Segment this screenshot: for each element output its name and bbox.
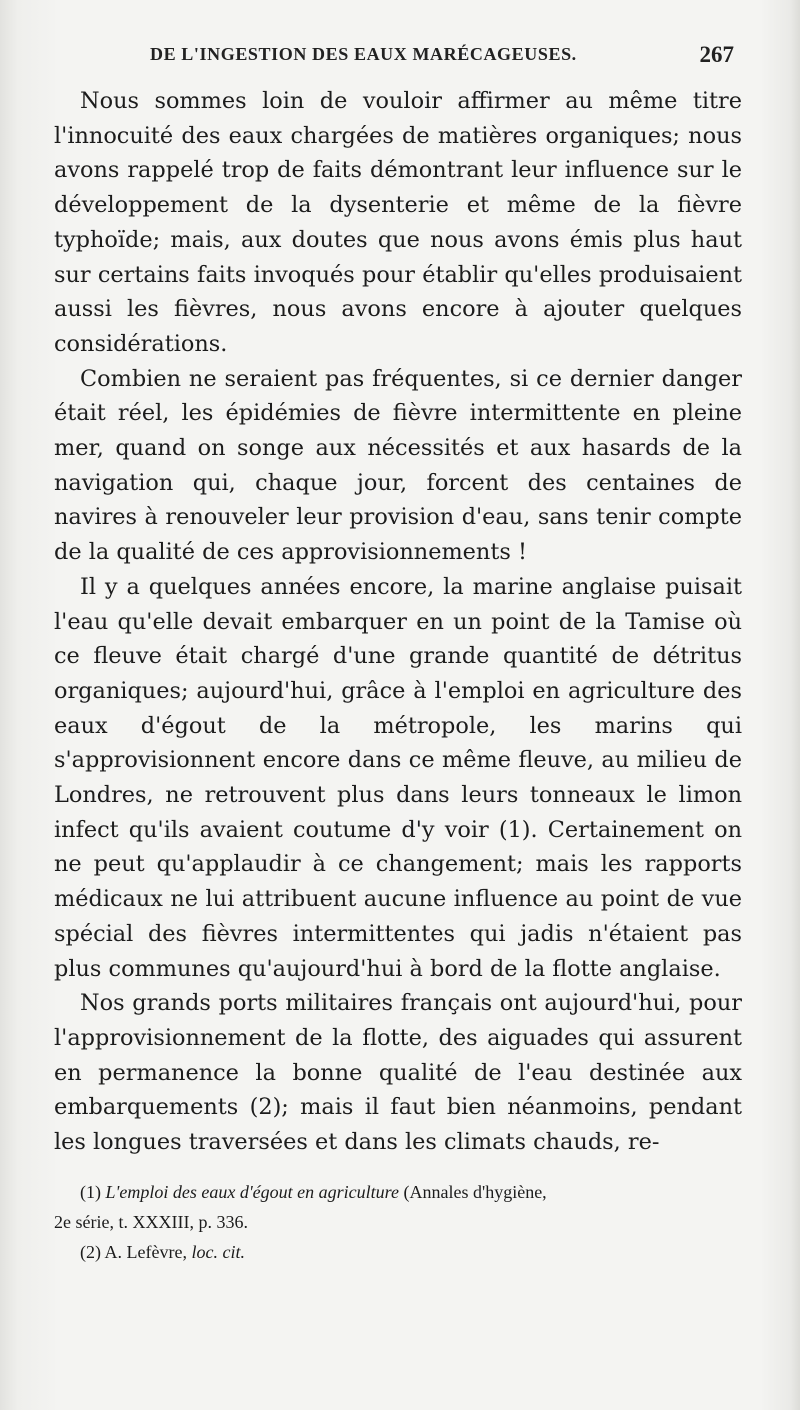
footnote-1-mark: (1) <box>80 1182 101 1202</box>
footnotes <box>54 1177 754 1267</box>
footnote-1-title: L'emploi des eaux d'égout en agriculture <box>105 1182 399 1202</box>
footnote-1-source: (Annales d'hygiène, <box>403 1182 547 1202</box>
footnote-1-continuation: 2e série, t. XXXIII, p. 336. <box>54 1212 248 1232</box>
paragraph-1: Nous sommes loin de vouloir affirmer au même titre l'innocuité des eaux chargées de matières organiques; nous avons rappelé trop de faits démontrant leur influence sur le développement de la dysenterie et même de la fièvre typhoïde; mais, aux doutes que nous avons émis plus haut sur certains faits invoqués pour établir qu'elles produisaient aussi les fièvres, nous avons encore à ajouter quelques considérations. <box>54 88 742 357</box>
footnote-2-mark: (2) <box>80 1242 101 1262</box>
paragraph-4: Nos grands ports militaires français ont aujourd'hui, pour l'approvisionnement de la flotte, des aiguades qui assurent en permanence la bonne qualité de l'eau destinée aux embarquements (2); mais il faut bien néanmoins, pendant les longues traversées et dans les climats chauds, re- <box>54 990 742 1156</box>
footnote-2 <box>54 1237 754 1267</box>
running-title: DE L'INGESTION DES EAUX MARÉCAGEUSES. <box>150 44 577 64</box>
page-number: 267 <box>699 42 734 67</box>
paragraph-2: Combien ne seraient pas fréquentes, si ce dernier danger était réel, les épidémies de fièvre intermittente en pleine mer, quand on songe aux nécessités et aux hasards de la navigation qui, chaque jour, forcent des centaines de navires à renouveler leur provision d'eau, sans tenir compte de la qualité de ces approvisionnements ! <box>54 365 742 566</box>
footnote-2-author: A. Lefèvre, <box>104 1242 187 1262</box>
footnote-1 <box>54 1177 754 1237</box>
body-text <box>54 84 742 1160</box>
paragraph-3: Il y a quelques années encore, la marine anglaise puisait l'eau qu'elle devait embarquer en un point de la Tamise où ce fleuve était chargé d'une grande quantité de détritus organiques; aujourd'hui, grâce à l'emploi en agriculture des eaux d'égout de la métropole, les marins qui s'approvisionnent encore dans ce même fleuve, au milieu de Londres, ne retrouvent plus dans leurs tonneaux le limon infect qu'ils avaient coutume d'y voir (1). Certainement on ne peut qu'applaudir à ce changement; mais les rapports médicaux ne lui attribuent aucune influence au point de vue spécial des fièvres intermittentes qui jadis n'étaient pas plus communes qu'aujourd'hui à bord de la flotte anglaise. <box>54 573 742 982</box>
footnote-2-ref: loc. cit. <box>191 1242 245 1262</box>
